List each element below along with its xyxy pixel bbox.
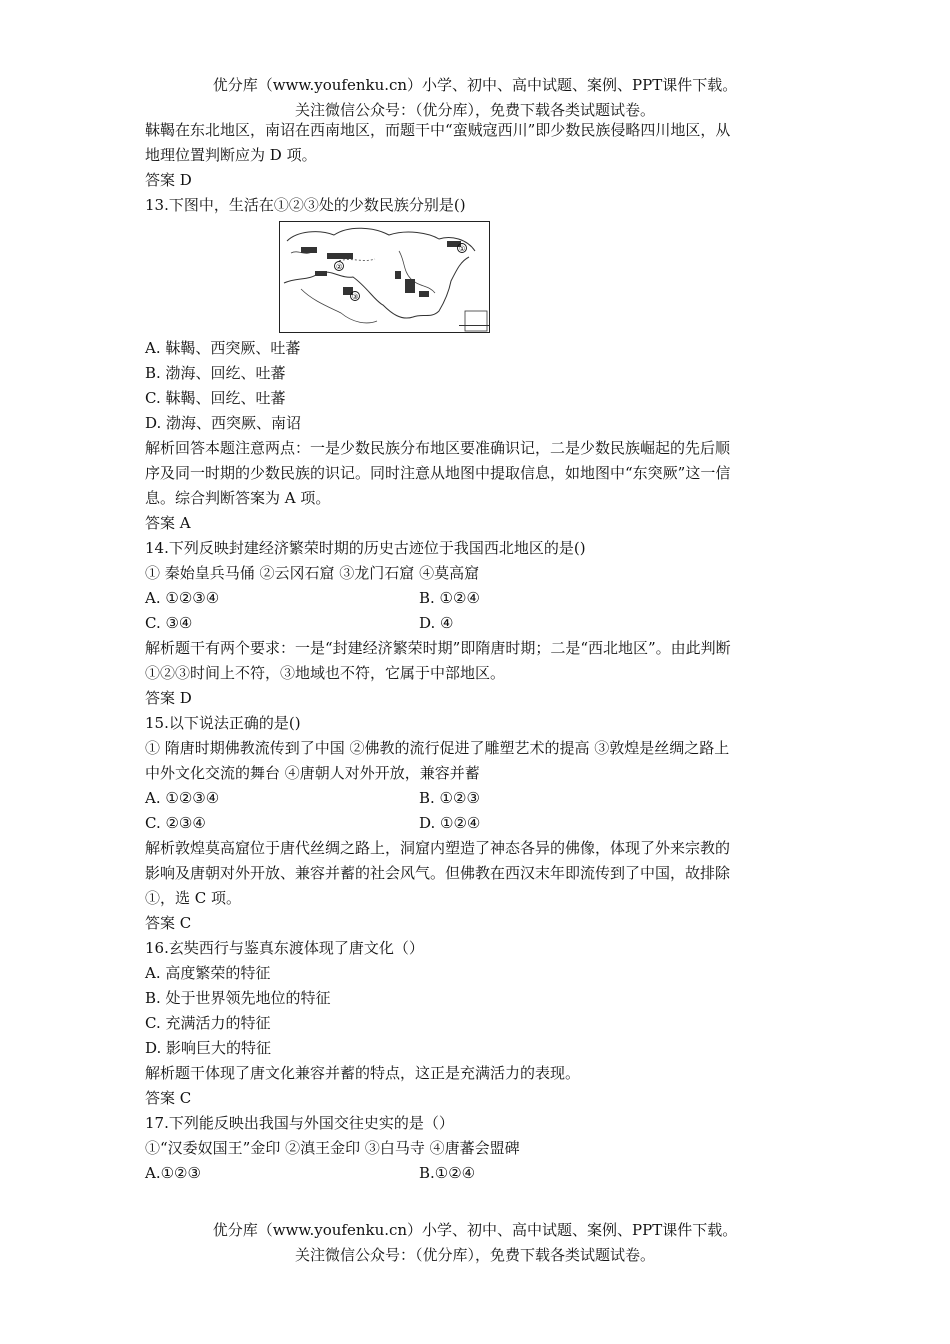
q13-analysis-line-1: 解析回答本题注意两点：一是少数民族分布地区要准确识记，二是少数民族崛起的先后顺 [145, 439, 731, 457]
q16-option-b: B. 处于世界领先地位的特征 [145, 989, 331, 1007]
q17-option-b: B.①②④ [419, 1164, 476, 1182]
q14-answer: 答案 D [145, 689, 192, 707]
q15-items-line-1: ① 隋唐时期佛教流传到了中国 ②佛教的流行促进了雕塑艺术的提高 ③敦煌是丝绸之路上 [145, 739, 730, 757]
q17-options-row-1 [145, 1161, 810, 1186]
q15-stem: 15.以下说法正确的是() [145, 714, 301, 732]
header-line-2: 关注微信公众号：（优分库），免费下载各类试题试卷。 [294, 101, 655, 119]
q16-option-c: C. 充满活力的特征 [145, 1014, 271, 1032]
q14-option-a: A. ①②③④ [145, 589, 220, 607]
q13-stem: 13.下图中，生活在①②③处的少数民族分别是() [145, 196, 466, 214]
q13-option-b: B. 渤海、回纥、吐蕃 [145, 364, 286, 382]
intro-line-1: 靺鞨在东北地区，南诏在西南地区，而题干中“蛮贼寇西川”即少数民族侵略四川地区，从 [145, 121, 731, 139]
header-line-1: 优分库（www.youfenku.cn）小学、初中、高中试题、案例、PPT课件下载。 [212, 76, 738, 94]
q15-analysis-line-3: ①，选 C 项。 [145, 889, 242, 907]
q15-items-line-2: 中外文化交流的舞台 ④唐朝人对外开放，兼容并蓄 [145, 764, 480, 782]
map-label-1: ① [459, 245, 466, 253]
intro-answer: 答案 D [145, 171, 192, 189]
q15-analysis-line-1: 解析敦煌莫高窟位于唐代丝绸之路上，洞窟内塑造了神态各异的佛像，体现了外来宗教的 [145, 839, 731, 857]
q14-analysis-line-2: ①②③时间上不符，③地域也不符，它属于中部地区。 [145, 664, 506, 682]
footer-line-2: 关注微信公众号：（优分库），免费下载各类试题试卷。 [294, 1246, 655, 1264]
tang-map-figure [279, 221, 497, 333]
footer-line-1: 优分库（www.youfenku.cn）小学、初中、高中试题、案例、PPT课件下载。 [212, 1221, 738, 1239]
q15-analysis-line-2: 影响及唐朝对外开放、兼容并蓄的社会风气。但佛教在西汉末年即流传到了中国，故排除 [145, 864, 731, 882]
q15-answer: 答案 C [145, 914, 192, 932]
q15-option-b: B. ①②③ [419, 789, 480, 807]
q16-option-d: D. 影响巨大的特征 [145, 1039, 272, 1057]
q14-option-d: D. ④ [419, 614, 454, 632]
intro-line-2: 地理位置判断应为 D 项。 [145, 146, 317, 164]
q16-stem: 16.玄奘西行与鉴真东渡体现了唐文化（） [145, 939, 424, 957]
q14-options-row-1 [145, 586, 810, 611]
q13-analysis-line-2: 序及同一时期的少数民族的识记。同时注意从地图中提取信息，如地图中“东突厥”这一信 [145, 464, 731, 482]
q13-option-d: D. 渤海、西突厥、南诏 [145, 414, 302, 432]
map-label-2: ② [336, 263, 343, 271]
q16-analysis: 解析题干体现了唐文化兼容并蓄的特点，这正是充满活力的表现。 [145, 1064, 581, 1082]
q15-option-a: A. ①②③④ [145, 789, 220, 807]
q15-options-row-1 [145, 786, 810, 811]
q16-option-a: A. 高度繁荣的特征 [145, 964, 271, 982]
q15-option-c: C. ②③④ [145, 814, 206, 832]
q13-option-c: C. 靺鞨、回纥、吐蕃 [145, 389, 286, 407]
q17-stem: 17.下列能反映出我国与外国交往史实的是（） [145, 1114, 454, 1132]
map-label-3: ③ [352, 293, 359, 301]
q14-option-c: C. ③④ [145, 614, 193, 632]
q14-options-row-2 [145, 611, 810, 636]
q16-answer: 答案 C [145, 1089, 192, 1107]
q14-option-b: B. ①②④ [419, 589, 480, 607]
q15-options-row-2 [145, 811, 810, 836]
q13-analysis-line-3: 息。综合判断答案为 A 项。 [145, 489, 331, 507]
q15-option-d: D. ①②④ [419, 814, 481, 832]
q13-answer: 答案 A [145, 514, 191, 532]
q13-option-a: A. 靺鞨、西突厥、吐蕃 [145, 339, 301, 357]
q14-items: ① 秦始皇兵马俑 ②云冈石窟 ③龙门石窟 ④莫高窟 [145, 564, 480, 582]
q14-analysis-line-1: 解析题干有两个要求：一是“封建经济繁荣时期”即隋唐时期；二是“西北地区”。由此判断 [145, 639, 731, 657]
q17-option-a: A.①②③ [145, 1164, 201, 1182]
content [145, 118, 810, 1186]
q14-stem: 14.下列反映封建经济繁荣时期的历史古迹位于我国西北地区的是() [145, 539, 586, 557]
q17-items: ①“汉委奴国王”金印 ②滇王金印 ③白马寺 ④唐蕃会盟碑 [145, 1139, 520, 1157]
